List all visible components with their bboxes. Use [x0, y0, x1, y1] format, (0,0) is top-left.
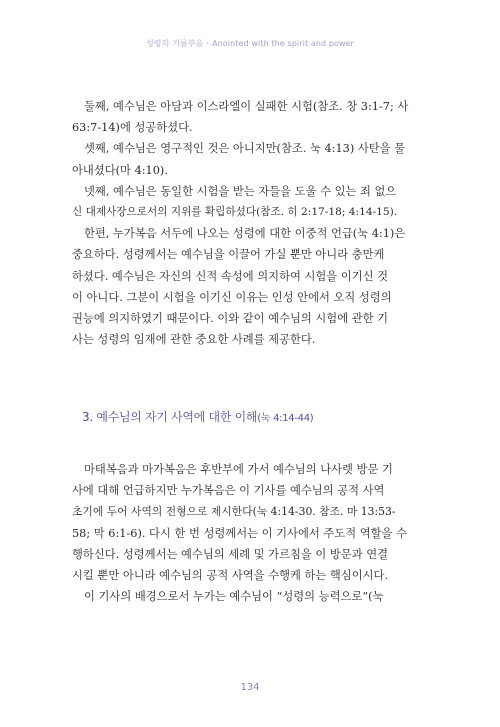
text-line: 셋째, 예수님은 영구적인 것은 아니지만(참조. 눅 4:13) 사탄을 물: [84, 142, 406, 156]
text-line: 신 대제사장으로서의 지위를 확립하셨다(참조. 히 2:17-18; 4:14-15).: [72, 205, 398, 218]
text-line: 63:7-14)에 성공하셨다.: [72, 121, 193, 135]
text-line: 마태복음과 마가복음은 후반부에 가서 예수님의 나사렛 방문 기: [84, 463, 393, 476]
running-header-korean-title: 성령의 기름부음: [145, 39, 204, 48]
text-line: 권능에 의지하였기 때문이다. 이와 같이 예수님의 시험에 관한 기: [72, 311, 389, 325]
text-line: 이 아니다. 그분이 시험을 이기신 이유는 인성 안에서 오직 성령의: [72, 290, 392, 304]
running-header-english-title: Anointed with the spirit and power: [212, 39, 355, 48]
text-line: 한편, 누가복음 서두에 나오는 성령에 대한 이중적 언급(눅 4:1)은: [84, 227, 406, 241]
text-line: 사에 대해 언급하지만 누가복음은 이 기사를 예수님의 공적 사역: [72, 484, 385, 498]
text-line: 넷째, 예수님은 동일한 시험을 받는 자들을 도울 수 있는 죄 없으: [84, 184, 397, 198]
section-heading: [82, 408, 313, 425]
body-text-bottom: [72, 459, 409, 607]
text-line: 초기에 두어 사역의 전형으로 제시한다(눅 4:14-30. 참조. 마 13:53-: [72, 505, 396, 519]
section-heading-title: 3. 예수님의 자기 사역에 대한 이해: [82, 410, 258, 424]
text-line: 사는 성령의 임재에 관한 중요한 사례를 제공한다.: [72, 333, 316, 347]
text-line: 이 기사의 배경으로서 누가는 예수님이 “성령의 능력으로”(눅: [84, 590, 384, 604]
text-line: 아내셨다(마 4:10).: [72, 163, 168, 177]
text-line: 58; 막 6:1-6). 다시 한 번 성령께서는 이 기사에서 주도적 역할을 수: [72, 526, 407, 540]
text-line: 시킬 뿐만 아니라 예수님의 공적 사역을 수행케 하는 핵심이시다.: [72, 568, 389, 582]
body-text-top: [72, 96, 409, 350]
text-line: 하셨다. 예수님은 자신의 신적 속성에 의지하여 시험을 이기신 것: [72, 269, 389, 283]
text-line: 행하신다. 성령께서는 예수님의 세례 및 가르침을 이 방문과 연결: [72, 547, 389, 561]
text-line: 둘째, 예수님은 아담과 이스라엘이 실패한 시험(참조. 창 3:1-7; 사: [84, 100, 409, 113]
section-heading-reference: (눅 4:14-44): [257, 413, 314, 424]
running-header: 성령의 기름부음 · Anointed with the spirit and power: [145, 39, 355, 48]
page-number: 134: [240, 682, 260, 693]
text-line: 중요하다. 성령께서는 예수님을 이끌어 가실 뿐만 아니라 충만케: [72, 248, 385, 262]
